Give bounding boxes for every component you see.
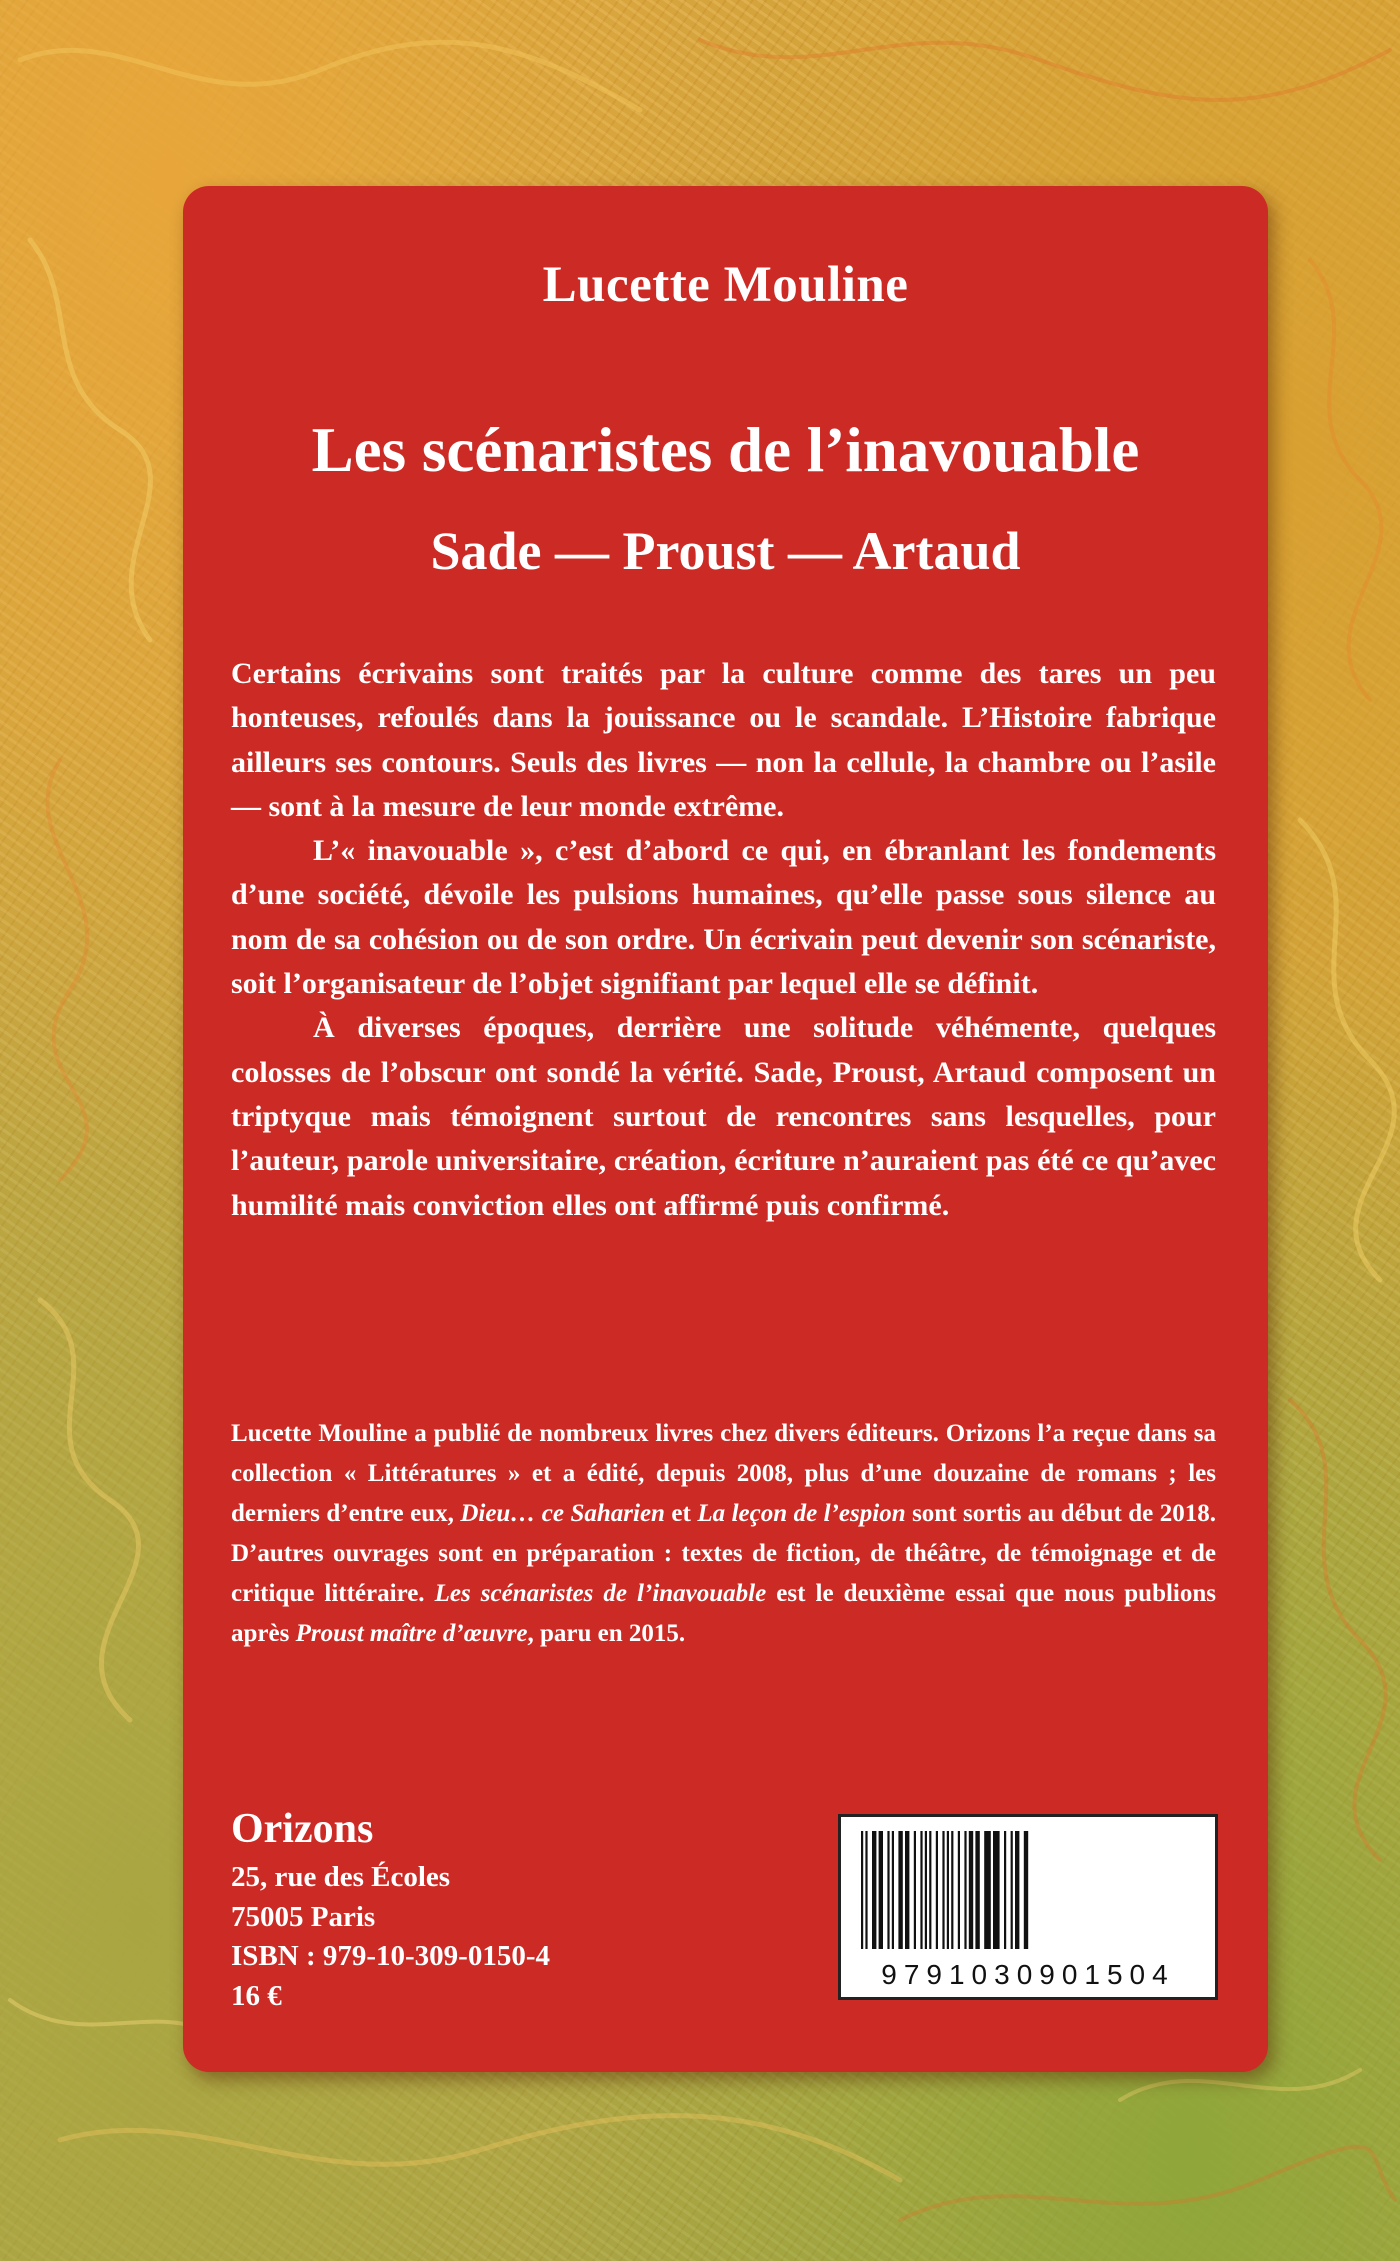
blurb-paragraph: L’« inavouable », c’est d’abord ce qui, en ébranlant les fondements d’une société, dévoile les pulsions humaines, qu’elle passe sous silence au nom de sa cohésion ou de son ordre. Un écrivain peut devenir son scénariste, soit l’organisateur de l’objet signifiant par lequel elle se définit.	[231, 834, 1216, 1001]
barcode-bar	[905, 1831, 909, 1949]
barcode-bar	[936, 1831, 938, 1949]
back-cover-panel	[183, 186, 1268, 2072]
barcode-bar	[951, 1831, 953, 1949]
barcode-bar	[887, 1831, 889, 1949]
book-subtitle: Sade — Proust — Artaud	[430, 521, 1021, 581]
isbn: ISBN : 979-10-309-0150-4	[231, 1940, 550, 1972]
barcode-bar	[879, 1831, 883, 1949]
barcode-bar	[914, 1831, 916, 1949]
bio-text: sont sortis au début de 2018. D’autres ouvrages sont en préparation : textes de fiction, de théâtre, de témoignage et de critique littéraire.	[231, 1500, 1217, 1607]
barcode-bar	[964, 1831, 966, 1949]
barcode-bar	[925, 1831, 927, 1949]
barcode-bar	[947, 1831, 949, 1949]
blurb-paragraph: À diverses époques, derrière une solitude véhémente, quelques colosses de l’obscur ont sondé la vérité. Sade, Proust, Artaud composent un triptyque mais témoignent surtout de rencontres sans lesquelles, pour l’auteur, parole universitaire, création, écriture n’auraient pas été ce qu’avec humilité mais conviction elles ont affirmé puis confirmé.	[231, 1011, 1216, 1222]
bio-book-title: La leçon de l’espion	[697, 1500, 906, 1527]
barcode-bar	[969, 1831, 973, 1949]
barcode-digits: 9791030901504	[881, 1959, 1175, 1990]
blurb-paragraph: Certains écrivains sont traités par la culture comme des tares un peu honteuses, refoulés dans la jouissance ou le scandale. L’Histoire fabrique ailleurs ses contours. Seuls des livres — non la cellule, la chambre ou l’asile — sont à la mesure de leur monde extrême.	[231, 657, 1216, 823]
barcode-bar	[984, 1831, 991, 1949]
blurb	[231, 652, 1216, 1228]
barcode-bar	[1015, 1831, 1019, 1949]
author-name: Lucette Mouline	[542, 257, 909, 313]
bio-book-title: Proust maître d’œuvre	[295, 1620, 528, 1647]
price: 16 €	[231, 1979, 282, 2012]
barcode	[838, 1814, 1218, 2000]
publisher-city: 75005 Paris	[231, 1900, 376, 1933]
bio-book-title: Les scénaristes de l’inavouable	[434, 1580, 767, 1607]
bio-book-title: Dieu… ce Saharien	[460, 1500, 665, 1527]
barcode-bars	[859, 1831, 1197, 1949]
bio-text: est le deuxième essai que nous publions après	[231, 1580, 1216, 1647]
bio-text: Lucette Mouline a publié de nombreux livres chez divers éditeurs. Orizons l’a reçue dans sa collection « Littératures » et a édité, depuis 2008, plus d’une douzaine de romans ; les derniers d’entre eux,	[231, 1420, 1216, 1527]
barcode-bar	[865, 1831, 867, 1949]
bio-text: , paru en 2015.	[527, 1620, 686, 1647]
barcode-bar	[892, 1831, 894, 1949]
bio-text: et	[664, 1500, 698, 1527]
barcode-bar	[942, 1831, 944, 1949]
barcode-bar	[898, 1831, 902, 1949]
barcode-bar	[958, 1831, 960, 1949]
barcode-bar	[1024, 1831, 1028, 1949]
barcode-bar	[1011, 1831, 1013, 1949]
barcode-bar	[861, 1831, 863, 1949]
barcode-bar	[993, 1831, 1000, 1949]
barcode-bar	[872, 1831, 876, 1949]
barcode-bar	[975, 1831, 979, 1949]
publisher-name: Orizons	[231, 1806, 374, 1852]
author-bio	[231, 1414, 1216, 1654]
publisher-street: 25, rue des Écoles	[231, 1861, 451, 1893]
publisher-info	[231, 1800, 550, 2016]
barcode-bar	[920, 1831, 922, 1949]
book-title: Les scénaristes de l’inavouable	[311, 415, 1140, 485]
barcode-bar	[929, 1831, 931, 1949]
barcode-bar	[1004, 1831, 1006, 1949]
